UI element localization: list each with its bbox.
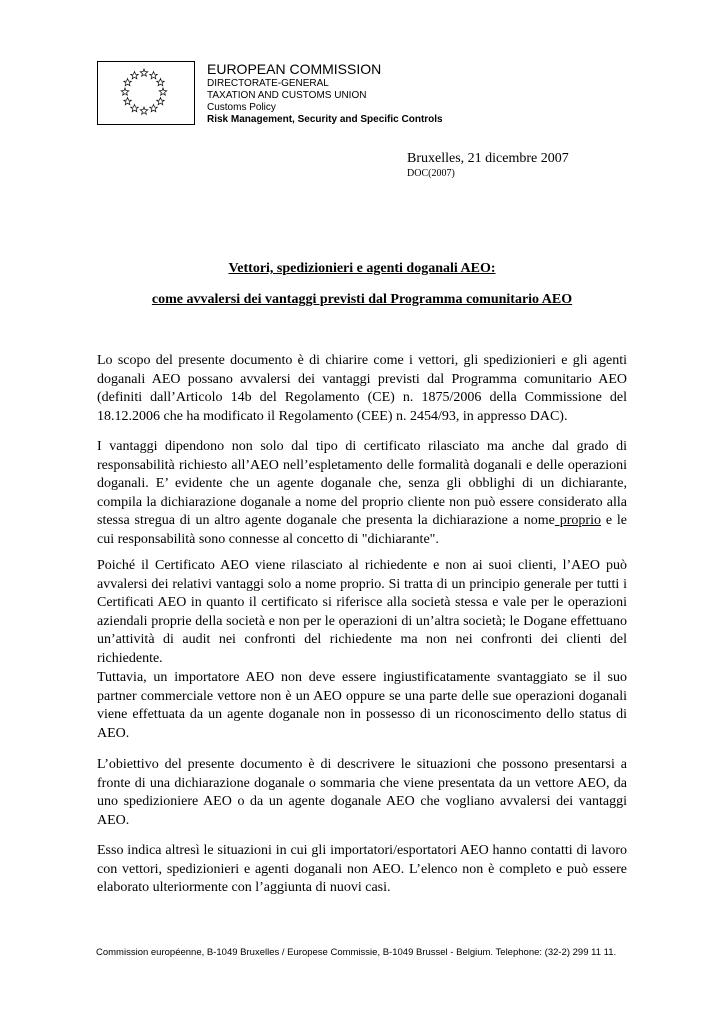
star-icon: [124, 98, 132, 105]
title-line-2: come avvalersi dei vantaggi previsti dal Programma comunitario AEO: [151, 292, 573, 307]
paragraph-2-underlined: proprio: [554, 513, 601, 529]
star-icon: [150, 72, 158, 79]
paragraph-4: Tuttavia, un importatore AEO non deve essere ingiustificatamente svantaggiato se il suo partner commerciale vettore non è un AEO oppure se una parte delle sue operazioni doganali viene effettuata da un agente doganale non in possesso di un riconoscimento dello status di AEO.: [97, 670, 627, 741]
dg-line-1: DIRECTORATE-GENERAL: [207, 78, 329, 89]
paragraph-2: [97, 438, 627, 550]
letterhead: [207, 60, 443, 126]
star-icon: [150, 104, 158, 111]
directorate-name: Risk Management, Security and Specific Controls: [207, 114, 443, 125]
dg-line-2: TAXATION AND CUSTOMS UNION: [207, 90, 367, 101]
star-icon: [140, 69, 148, 76]
star-icon: [157, 98, 165, 105]
footer-address: Commission européenne, B-1049 Bruxelles / Europese Commissie, B-1049 Brussel - Belgium. Telephone: (32-2) 299 11 11.: [96, 947, 617, 958]
title-line-1: Vettori, spedizionieri e agenti doganali AEO:: [228, 261, 496, 276]
paragraph-2-text: I vantaggi dipendono non solo dal tipo di certificato rilasciato ma anche dal grado di responsabilità richiesto all’AEO nell’espletamento delle formalità doganali e delle operazioni doganali. E’ evidente che un agente doganale che, senza gli obblighi di un dichiarante, compila la dichiarazione doganale a nome del proprio cliente non può essere considerato alla stessa stregua di un altro agente doganale che presenta la dichiarazione a nome: [97, 439, 627, 529]
eu-logo: [97, 61, 195, 125]
paragraph-2-text-end: e le cui responsabilità sono connesse al concetto di "dichiarante".: [97, 513, 628, 547]
paragraph-6: Esso indica altresì le situazioni in cui gli importatori/esportatori AEO hanno contatti di lavoro con vettori, spedizionieri e agenti doganali non AEO. L’elenco non è completo e può essere elaborato ulteriormente con l’aggiunta di nuovi casi.: [97, 843, 627, 896]
organization-name: EUROPEAN COMMISSION: [207, 61, 382, 77]
star-icon: [121, 88, 129, 95]
document-date: Bruxelles, 21 dicembre 2007: [407, 151, 569, 166]
star-icon: [140, 107, 148, 114]
eu-stars-icon: [98, 62, 196, 126]
star-icon: [124, 79, 132, 86]
star-icon: [131, 72, 139, 79]
star-icon: [131, 104, 139, 111]
unit-name: Customs Policy: [207, 102, 276, 113]
star-icon: [159, 88, 167, 95]
star-icon: [157, 79, 165, 86]
document-reference: DOC(2007): [407, 168, 455, 179]
paragraph-5: L’obiettivo del presente documento è di descrivere le situazioni che possono presentarsi a fronte di una dichiarazione doganale o sommaria che viene presentata da un vettore AEO, da uno spedizioniere AEO o da un agente doganale AEO che vogliano avvalersi dei vantaggi AEO.: [97, 757, 627, 828]
paragraph-1: Lo scopo del presente documento è di chiarire come i vettori, gli spedizionieri e gli agenti doganali AEO possano avvalersi dei vantaggi previsti dal Programma comunitario AEO (definiti dall’Articolo 14b del Regolamento (CE) n. 1875/2006 della Commissione del 18.12.2006 che ha modificato il Regolamento (CEE) n. 2454/93, in appresso DAC).: [97, 353, 627, 424]
paragraph-3: Poiché il Certificato AEO viene rilasciato al richiedente e non ai suoi clienti, l’AEO può avvalersi dei relativi vantaggi solo a nome proprio. Si tratta di un principio generale per tutti i Certificati AEO in quanto il certificato si riferisce alla società stessa e vale per le operazioni aziendali proprie della società e non per le operazioni di un’altra società; le Dogane effettuano un’attività di audit nei confronti del richiedente ma non nei confronti dei clienti del richiedente.: [97, 558, 627, 666]
